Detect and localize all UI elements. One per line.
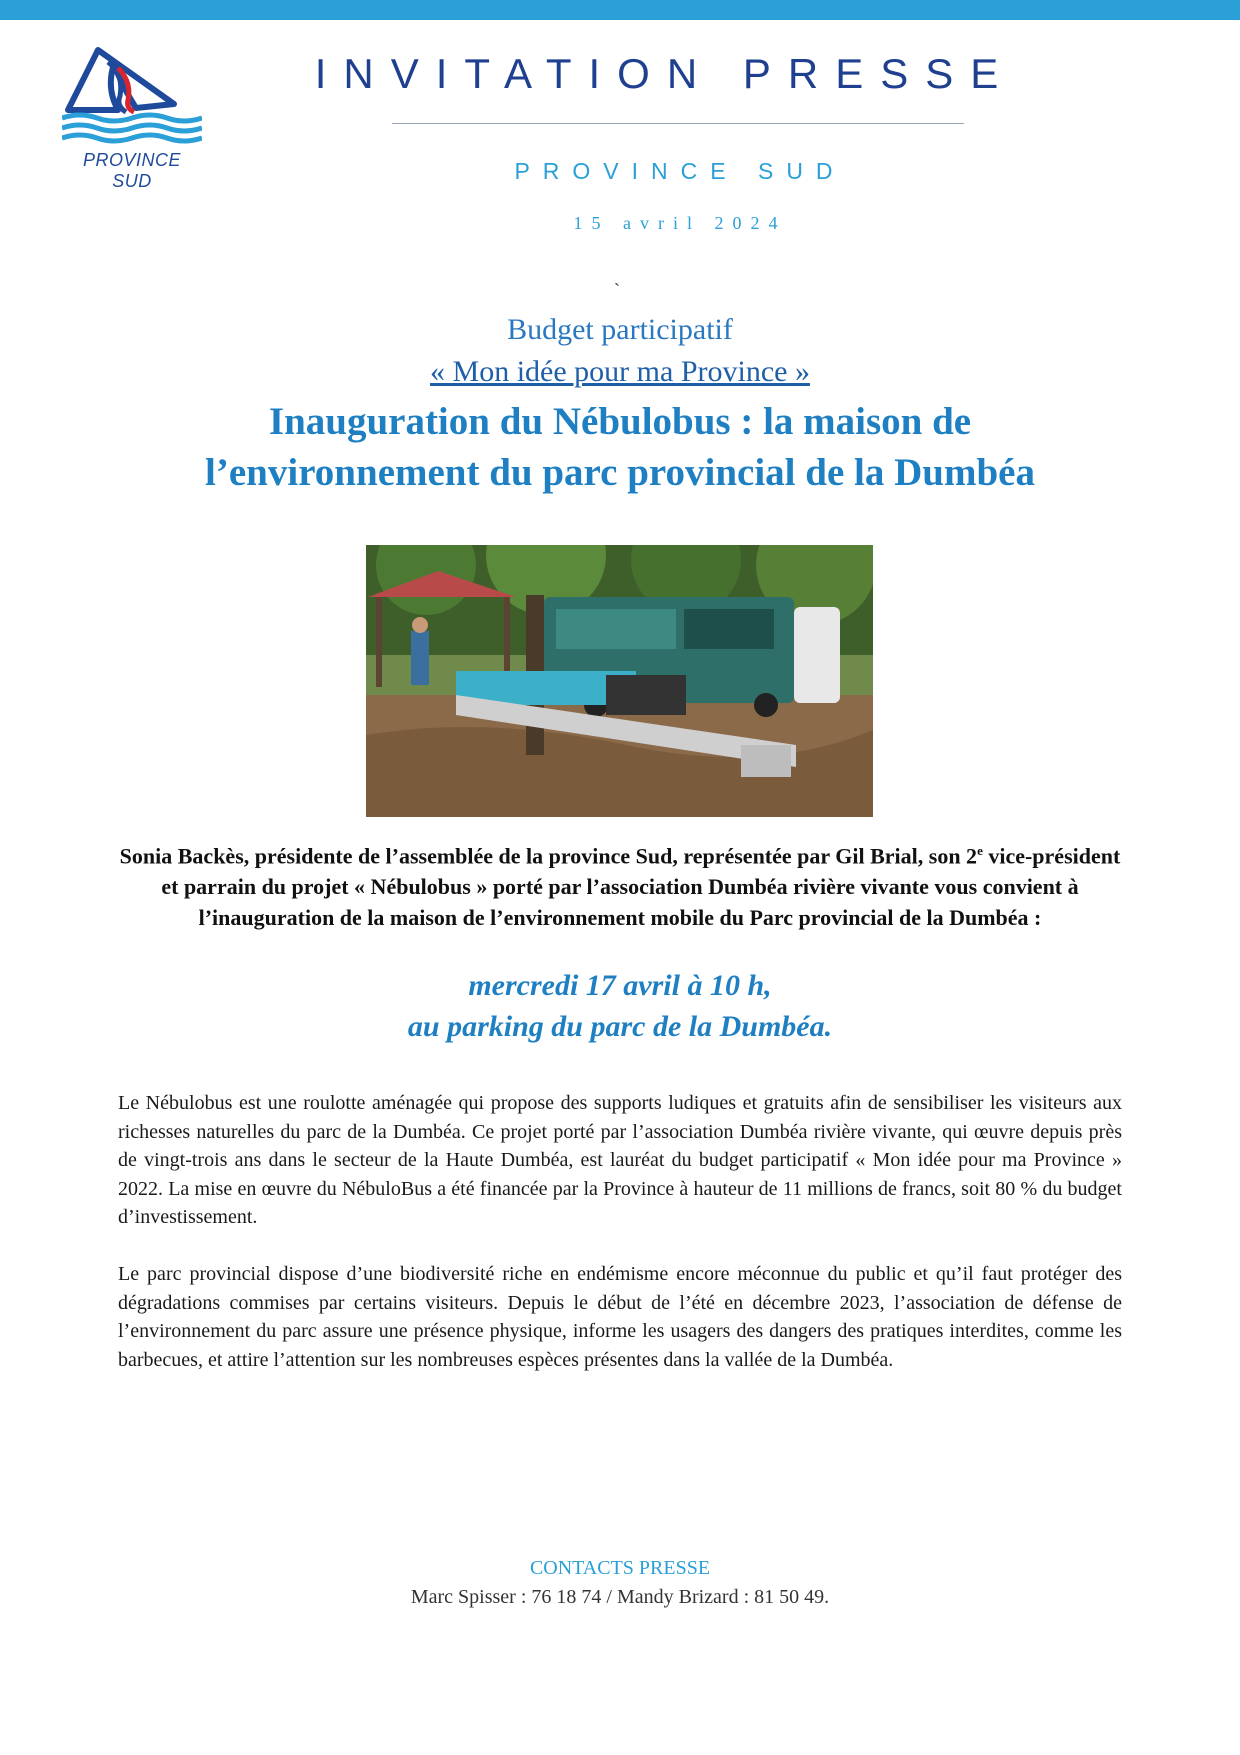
- page-title: INVITATION PRESSE: [314, 50, 1016, 97]
- contacts-line: Marc Spisser : 76 18 74 / Mandy Brizard : 81 50 49.: [410, 1586, 830, 1608]
- issue-date: 15 avril 2024: [573, 213, 787, 233]
- body-paragraph-1: Le Nébulobus est une roulotte aménagée qui propose des supports ludiques et gratuits afin de sensibiliser les visiteurs aux richesses naturelles du parc de la Dumbéa. Ce projet porté par l’association Dumbéa rivière vivante, qui œuvre depuis près de vingt-trois ans dans le secteur de la Haute Dumbéa, est lauréat du budget participatif « Mon idée pour ma Province » 2022. La mise en œuvre du NébuloBus a été financée par la Province à hauteur de 11 millions de francs, soit 80 % du budget d’investissement.: [118, 1092, 1122, 1228]
- event-photo: [366, 545, 873, 817]
- contacts-title: CONTACTS PRESSE: [529, 1557, 711, 1579]
- event-location: au parking du parc de la Dumbéa.: [407, 1010, 833, 1043]
- title-divider: [392, 123, 964, 124]
- page-subtitle: PROVINCE SUD: [514, 158, 846, 184]
- ordinal-superscript: e: [977, 843, 983, 858]
- nebulobus-photo-illustration: [366, 545, 873, 817]
- event-datetime: mercredi 17 avril à 10 h,: [468, 969, 772, 1002]
- invitation-intro: [118, 835, 1122, 933]
- logo-label: PROVINCE SUD: [82, 150, 182, 191]
- headline: [120, 396, 1120, 498]
- intro-text-end: vice-président et parrain du projet « Nébulobus » porté par l’association Dumbéa rivière vivante vous convient à l’inauguration de la maison de l’environnement mobile du Parc provincial de la Dumbéa :: [161, 843, 1121, 931]
- kicker-budget-participatif: Budget participatif: [507, 313, 733, 346]
- intro-text-start: Sonia Backès, présidente de l’assemblée de la province Sud, représentée par Gil Brial, son 2: [119, 843, 978, 869]
- headline-line-2: l’environnement du parc provincial de la Dumbéa: [205, 451, 1035, 494]
- body-paragraph-2: Le parc provincial dispose d’une biodiversité riche en endémisme encore méconnue du public et qu’il faut protéger des dégradations commises par certains visiteurs. Depuis le début de l’été en décembre 2023, l’association de défense de l’environnement du parc assure une présence physique, informe les usagers des dangers des pratiques interdites, comme les barbecues, et attire l’attention sur les nombreuses espèces présentes dans la vallée de la Dumbéa.: [118, 1263, 1122, 1371]
- headline-line-1: Inauguration du Nébulobus : la maison de: [268, 400, 972, 443]
- event-details: [120, 965, 1120, 1047]
- province-sud-emblem-icon: [62, 46, 202, 150]
- province-sud-logo: [62, 46, 202, 191]
- stray-mark: `: [614, 280, 620, 300]
- top-accent-bar: [0, 0, 1240, 20]
- program-name: « Mon idée pour ma Province »: [430, 355, 810, 388]
